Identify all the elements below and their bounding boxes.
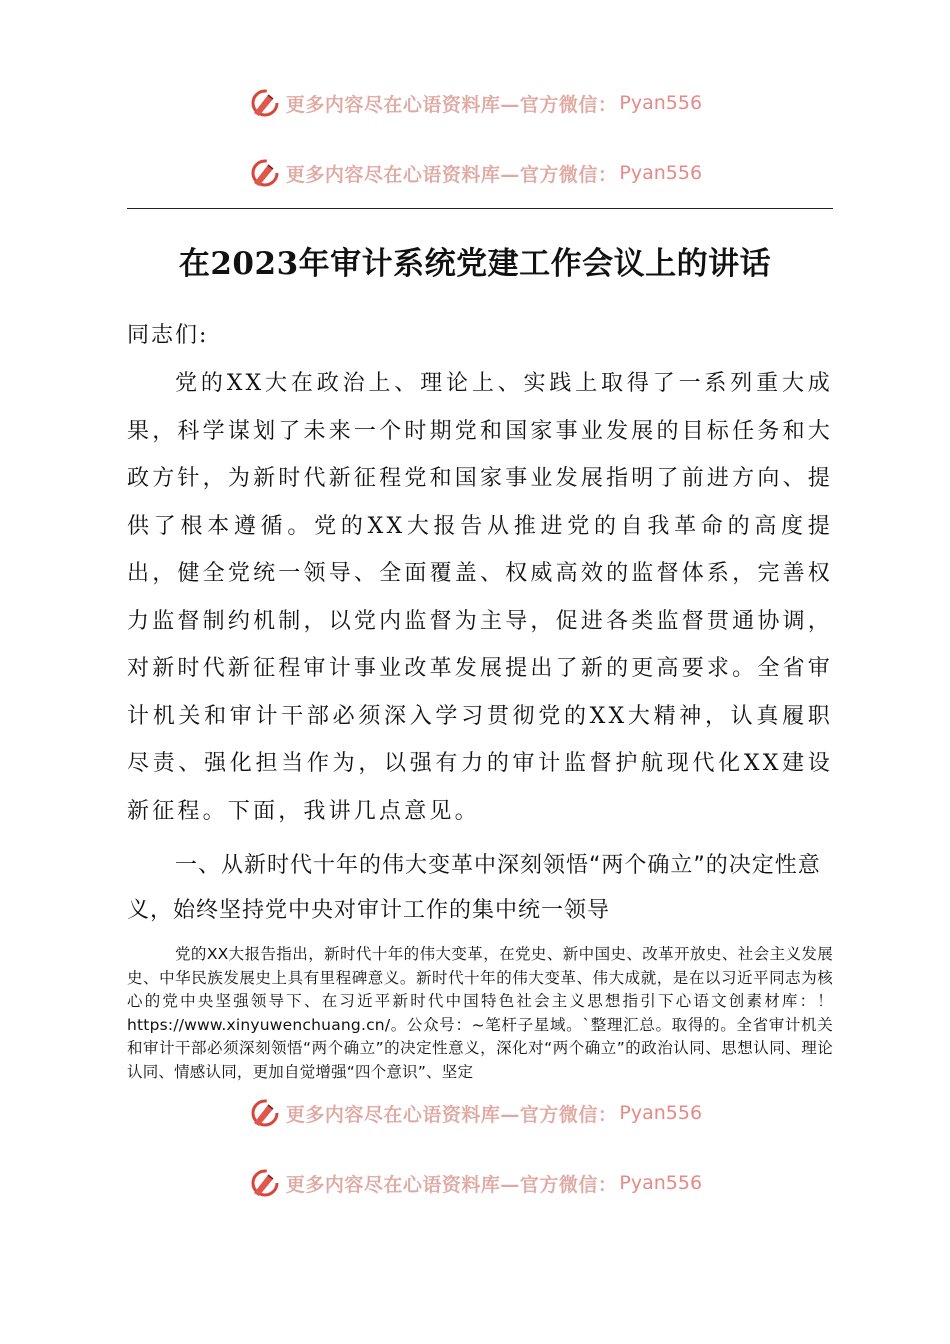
watermark-banner-top-1 xyxy=(0,83,950,123)
watermark-account: Pyan556 xyxy=(619,92,703,114)
header-divider xyxy=(127,208,833,209)
pen-nib-logo-icon xyxy=(248,156,282,190)
paragraph-2: 党的XX大报告指出，新时代十年的伟大变革，在党史、新中国史、改革开放史、社会主义发展史、中华民族发展史上具有里程碑意义。新时代十年的伟大变革、伟大成就，是在以习近平同志为核心的党中央坚强领导下、在习近平新时代中国特色社会主义思想指引下心语文创素材库：！ https://www.xinyuwenchuang.cn/。公众号：~笔杆子星域。`整理汇总。取得的。全省审计机关和审计干部必须深刻领悟“两个确立”的决定性意义，深化对“两个确立”的政治认同、思想认同、理论认同、情感认同，更加自觉增强“四个意识”、坚定 xyxy=(127,945,833,1081)
document-body xyxy=(127,316,833,1084)
watermark-text: 更多内容尽在心语资料库—官方微信： xyxy=(285,1173,618,1196)
watermark-account: Pyan556 xyxy=(619,1172,703,1194)
watermark-account: Pyan556 xyxy=(619,162,703,184)
watermark-banner-bottom-2 xyxy=(0,1163,950,1203)
pen-nib-logo-icon xyxy=(248,1096,282,1130)
watermark-text: 更多内容尽在心语资料库—官方微信： xyxy=(285,93,618,116)
watermark-text: 更多内容尽在心语资料库—官方微信： xyxy=(285,1103,618,1126)
salutation: 同志们: xyxy=(127,323,209,348)
watermark-banner-top-2 xyxy=(0,153,950,193)
watermark-text: 更多内容尽在心语资料库—官方微信： xyxy=(285,163,618,186)
watermark-account: Pyan556 xyxy=(619,1102,703,1124)
document-title: 在2023年审计系统党建工作会议上的讲话 xyxy=(178,246,772,282)
paragraph-1: 党的XX大在政治上、理论上、实践上取得了一系列重大成果，科学谋划了未来一个时期党和国家事业发展的目标任务和大政方针，为新时代新征程党和国家事业发展指明了前进方向、提供了根本遵循。党的XX大报告从推进党的自我革命的高度提出，健全党统一领导、全面覆盖、权威高效的监督体系，完善权力监督制约机制，以党内监督为主导，促进各类监督贯通协调，对新时代新征程审计事业改革发展提出了新的更高要求。全省审计机关和审计干部必须深入学习贯彻党的XX大精神，认真履职尽责、强化担当作为，以强有力的审计监督护航现代化XX建设新征程。下面，我讲几点意见。 xyxy=(127,371,833,824)
watermark-banner-bottom-1 xyxy=(0,1093,950,1133)
pen-nib-logo-icon xyxy=(248,1166,282,1200)
pen-nib-logo-icon xyxy=(248,86,282,120)
section-heading-1: 一、从新时代十年的伟大变革中深刻领悟“两个确立”的决定性意义，始终坚持党中央对审计工作的集中统一领导 xyxy=(127,853,821,923)
